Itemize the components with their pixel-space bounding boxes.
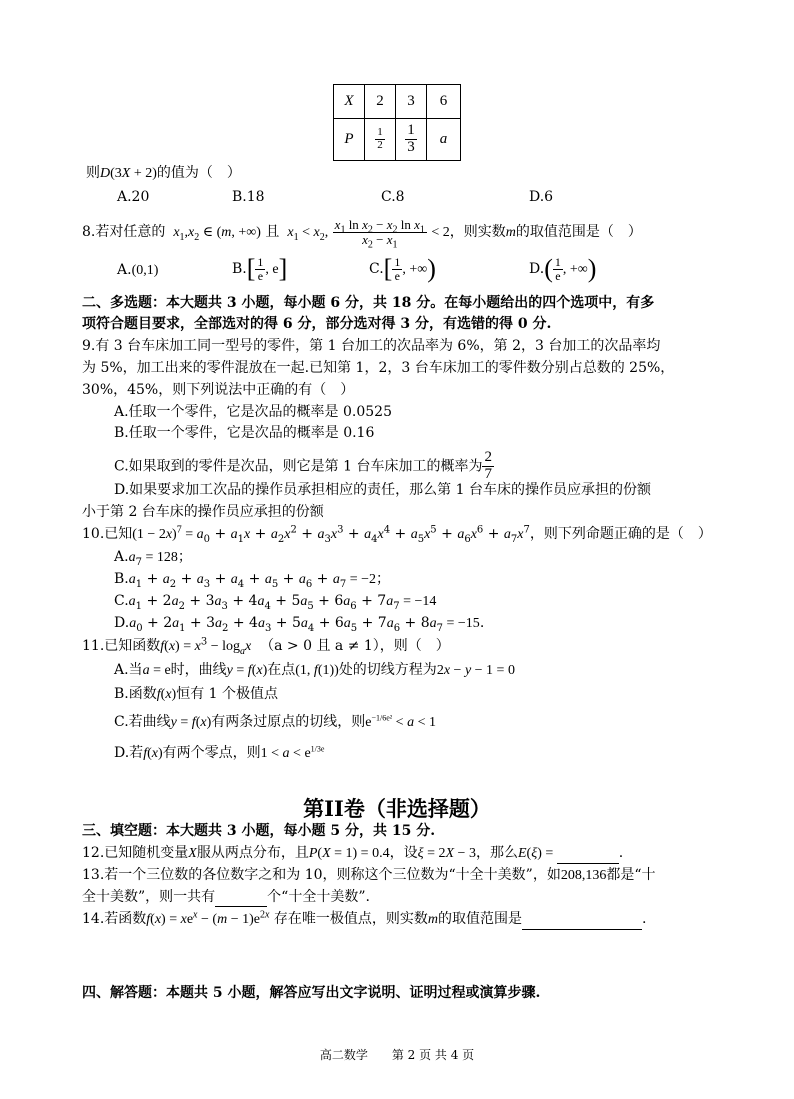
q9-stem-line3: 30%，45%，则下列说法中正确的有（ ） [82, 382, 355, 398]
q11-option-a: A.当a = e时，曲线y = f(x)在点(1, f(1))处的切线方程为2x − y − 1 = 0 [114, 662, 515, 678]
q9-option-c: C.如果取到的零件是次品，则它是第 1 台车床加工的概率为 $\frac{2}{7}$ [114, 449, 492, 482]
table-header-x: X [334, 85, 365, 119]
table-cell-p1: $\frac{1}{2}$ [365, 119, 396, 161]
q11-option-c: C.若曲线y = f(x)有两条过原点的切线，则$e^{-1/6e^2} < a < 1$ [114, 713, 436, 730]
q7-option-d: D.6 [529, 189, 554, 205]
q14-answer-blank[interactable] [522, 913, 642, 930]
q9-stem-line2: 为 5%，加工出来的零件混放在一起.已知第 1，2，3 台车床加工的零件数分别占总数的 25%， [82, 360, 675, 376]
distribution-table [333, 84, 461, 161]
section4-header: 四、解答题：本题共 5 小题，解答应写出文字说明、证明过程或演算步骤. [82, 985, 541, 1001]
q8-option-d: D.( $\frac{1}{e}$ , +∞) [529, 254, 597, 284]
q12-answer-blank[interactable] [557, 847, 619, 864]
q11-option-d: D.若f(x)有两个零点，则$1 < a < e^{1/3e}$ [114, 744, 325, 761]
table-header-3: 3 [396, 85, 427, 119]
table-cell-p3: a [427, 119, 461, 161]
q7-option-a: A.20 [117, 189, 150, 205]
q10-option-a: $A.a_7 = 128$； [114, 549, 192, 568]
q14-stem: 14.若函数$f(x) = xe^x - (m - 1)e^{2x}$ 存在唯一极值点，则实数m的取值范围是 . [82, 909, 646, 930]
q7-option-c: C.8 [381, 189, 405, 205]
q9-option-d-line2: 小于第 2 台车床的操作员应承担的份额 [82, 504, 324, 520]
q13-stem-line1: 13.若一个三位数的各位数字之和为 10，则称这个三位数为“十全十美数”，如208,136都是“十 [82, 867, 656, 883]
q11-stem: 11.已知函数$f(x) = x^3 - \log_ax$ （a > 0 且 a ≠ 1），则（ ） [82, 636, 450, 657]
part2-title: 第II卷（非选择题） [303, 796, 491, 821]
q10-stem: 10.已知$(1 - 2x)^7 = a_0 + a_1x + a_2x^2 + a_3x^3 + a_4x^4 + a_5x^5 + a_6x^6 + a_7x^7$，则下列命题正确的是（ ） [82, 524, 712, 545]
table-cell-p2: $\frac{1}{3}$ [396, 119, 427, 161]
q10-option-c: $C.a_1 + 2a_2 + 3a_3 + 4a_4 + 5a_5 + 6a_6 + 7a_7 = -14$ [114, 593, 437, 612]
table-header-2: 2 [365, 85, 396, 119]
section3-header: 三、填空题：本大题共 3 小题，每小题 5 分，共 15 分. [82, 823, 436, 839]
q9-option-d-line1: D.如果要求加工次品的操作员承担相应的责任，那么第 1 台车床的操作员应承担的份额 [114, 482, 651, 498]
q13-answer-blank[interactable] [215, 890, 267, 907]
q10-option-d: $D.a_0 + 2a_1 + 3a_2 + 4a_3 + 5a_4 + 6a_5 + 7a_6 + 8a_7 = -15$. [114, 615, 485, 634]
q7-option-b: B.18 [232, 189, 265, 205]
q9-option-a: A.任取一个零件，它是次品的概率是 0.0525 [114, 404, 392, 420]
q8-option-c: C.[ $\frac{1}{e}$ , +∞) [369, 254, 436, 284]
q9-option-b: B.任取一个零件，它是次品的概率是 0.16 [114, 425, 375, 441]
q9-stem-line1: 9.有 3 台车床加工同一型号的零件，第 1 台加工的次品率为 6%，第 2，3 台加工的次品率均 [82, 338, 661, 354]
table-row-label: P [334, 119, 365, 161]
q8-stem: 8.若对任意的 $x_1,x_2$ ∈ (m, +∞) 且 $x_1 < x_2$, $\frac{x_1 \ln x_2 - x_2 \ln x_1}{x_2 - x_1}$ < 2，则实数m的取值范围是（ ） [82, 217, 642, 251]
table-header-6: 6 [427, 85, 461, 119]
q7-stem: 则D(3X + 2)的值为（ ） [86, 165, 241, 181]
section2-header-line1: 二、多选题：本大题共 3 小题，每小题 6 分，共 18 分。在每小题给出的四个选项中，有多 [82, 295, 655, 311]
q8-option-a: A.(0,1) [117, 262, 159, 278]
section2-header-line2: 项符合题目要求，全部选对的得 6 分，部分选对得 3 分，有选错的得 0 分. [82, 316, 552, 332]
q11-option-b: B.函数f(x)恒有 1 个极值点 [114, 686, 279, 702]
page-footer: 高二数学 第 2 页 共 4 页 [319, 1048, 475, 1062]
q12-stem: 12.已知随机变量X服从两点分布，且P(X = 1) = 0.4，设ξ = 2X − 3，那么E(ξ) = . [82, 843, 623, 864]
q8-option-b: B.[ $\frac{1}{e}$ , e] [232, 254, 288, 284]
q10-option-b: $B.a_1 + a_2 + a_3 + a_4 + a_5 + a_6 + a_7 = -2$； [114, 571, 391, 590]
q13-stem-line2: 全十美数”，则一共有 个“十全十美数”. [82, 889, 370, 905]
